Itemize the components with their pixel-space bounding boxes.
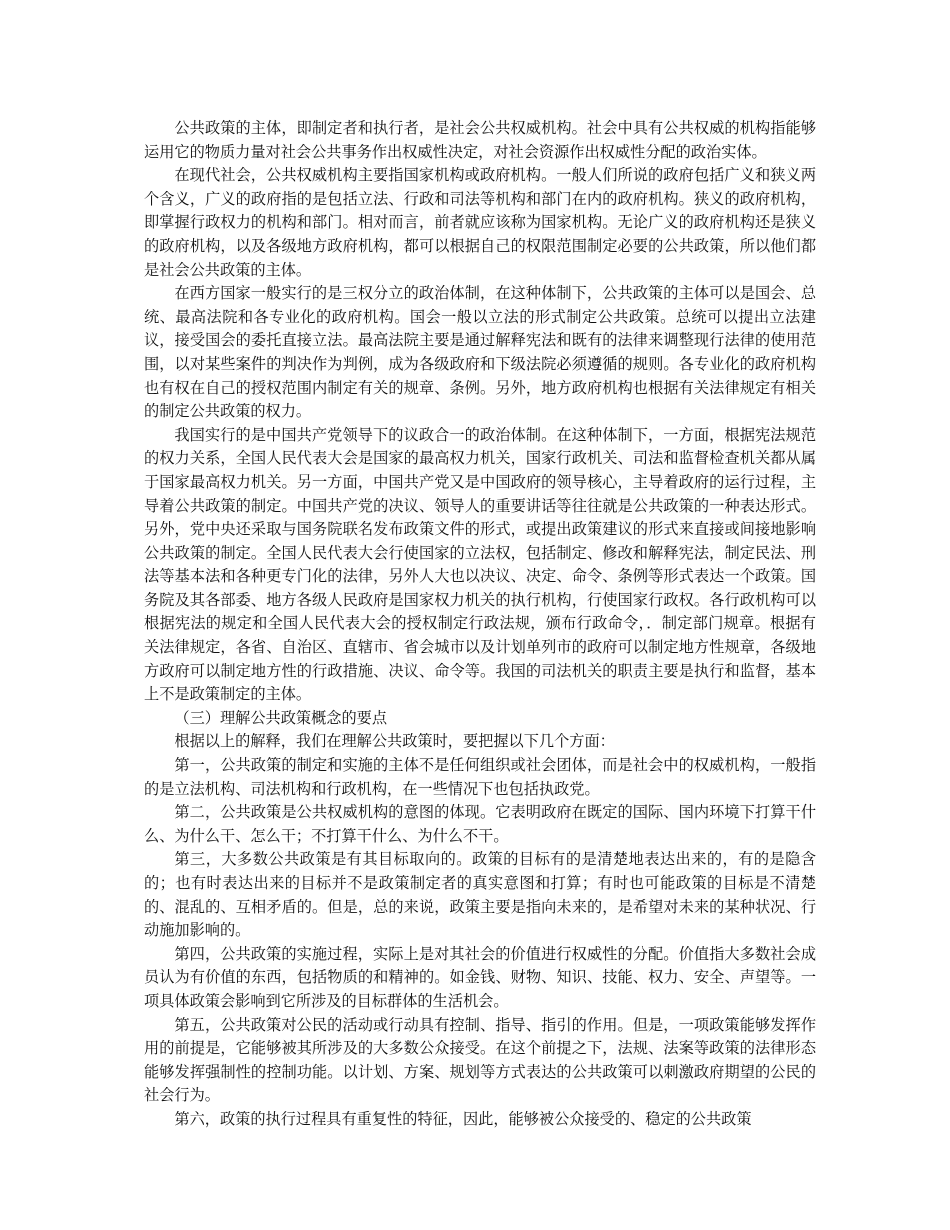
paragraph-point-five: 第五，公共政策对公民的活动或行动具有控制、指导、指引的作用。但是，一项政策能够发挥作用的前提是，它能够被其所涉及的大多数公众接受。在这个前提之下，法规、法案等政策的法律形态能够发挥强制性的控制功能。以计划、方案、规划等方式表达的公共政策可以刺激政府期望的公民的社会行为。 bbox=[144, 1015, 816, 1105]
paragraph-china-political-system: 我国实行的是中国共产党领导下的议政合一的政治体制。在这种体制下，一方面，根据宪法规范的权力关系，全国人民代表大会是国家的最高权力机关，国家行政机关、司法和监督检查机关都从属于国家最高权力机关。另一方面，中国共产党又是中国政府的领导核心，主导着政府的运行过程，主导着公共政策的制定。中国共产党的决议、领导人的重要讲话等往往就是公共政策的一种表达形式。另外，党中央还采取与国务院联名发布政策文件的形式，或提出政策建议的形式来直接或间接地影响公共政策的制定。全国人民代表大会行使国家的立法权，包括制定、修改和解释宪法，制定民法、刑法等基本法和各种更专门化的法律，另外人大也以决议、决定、命令、条例等形式表达一个政策。国务院及其各部委、地方各级人民政府是国家权力机关的执行机构，行使国家行政权。各行政机构可以根据宪法的规定和全国人民代表大会的授权制定行政法规，颁布行政命令，．制定部门规章。根据有关法律规定，各省、自治区、直辖市、省会城市以及计划单列市的政府可以制定地方性规章，各级地方政府可以制定地方性的行政措施、决议、命令等。我国的司法机关的职责主要是执行和监督，基本上不是政策制定的主体。 bbox=[144, 425, 816, 704]
document-page bbox=[144, 117, 816, 1132]
paragraph-point-three: 第三，大多数公共政策是有其目标取向的。政策的目标有的是清楚地表达出来的，有的是隐含的；也有时表达出来的目标并不是政策制定者的真实意图和打算；有时也可能政策的目标是不清楚的、混乱的、互相矛盾的。但是，总的来说，政策主要是指向未来的，是希望对未来的某种状况、行动施加影响的。 bbox=[144, 850, 816, 940]
paragraph-point-six: 第六，政策的执行过程具有重复性的特征，因此，能够被公众接受的、稳定的公共政策 bbox=[174, 1109, 752, 1128]
paragraph-modern-society-authority: 在现代社会，公共权威机构主要指国家机构或政府机构。一般人们所说的政府包括广义和狭义两个含义，广义的政府指的是包括立法、行政和司法等机构和部门在内的政府机构。狭义的政府机构，即掌握行政权力的机构和部门。相对而言，前者就应该称为国家机构。无论广义的政府机构还是狭义的政府机构，以及各级地方政府机构，都可以根据自己的权限范围制定必要的公共政策，所以他们都是社会公共政策的主体。 bbox=[144, 166, 816, 279]
section-heading-key-points: （三）理解公共政策概念的要点 bbox=[174, 708, 388, 727]
paragraph-point-two: 第二，公共政策是公共权威机构的意图的体现。它表明政府在既定的国际、国内环境下打算干什么、为什么干、怎么干；不打算干什么、为什么不干。 bbox=[144, 803, 816, 845]
paragraph-western-separation-of-powers: 在西方国家一般实行的是三权分立的政治体制，在这种体制下，公共政策的主体可以是国会、总统、最高法院和各专业化的政府机构。国会一般以立法的形式制定公共政策。总统可以提出立法建议，接受国会的委托直接立法。最高法院主要是通过解释宪法和既有的法律来调整现行法律的使用范围，以对某些案件的判决作为判例，成为各级政府和下级法院必须遵循的规则。各专业化的政府机构也有权在自己的授权范围内制定有关的规章、条例。另外，地方政府机构也根据有关法律规定有相关的制定公共政策的权力。 bbox=[144, 284, 816, 421]
paragraph-point-four: 第四，公共政策的实施过程，实际上是对其社会的价值进行权威性的分配。价值指大多数社会成员认为有价值的东西，包括物质的和精神的。如金钱、财物、知识、技能、权力、安全、声望等。一项具体政策会影响到它所涉及的目标群体的生活机会。 bbox=[144, 944, 816, 1010]
paragraph-point-one: 第一，公共政策的制定和实施的主体不是任何组织或社会团体，而是社会中的权威机构，一般指的是立法机构、司法机构和行政机构，在一些情况下也包括执政党。 bbox=[144, 756, 816, 798]
paragraph-public-policy-subject: 公共政策的主体，即制定者和执行者，是社会公共权威机构。社会中具有公共权威的机构指能够运用它的物质力量对社会公共事务作出权威性决定，对社会资源作出权威性分配的政治实体。 bbox=[144, 119, 816, 161]
paragraph-intro-key-points: 根据以上的解释，我们在理解公共政策时，要把握以下几个方面： bbox=[174, 732, 615, 751]
